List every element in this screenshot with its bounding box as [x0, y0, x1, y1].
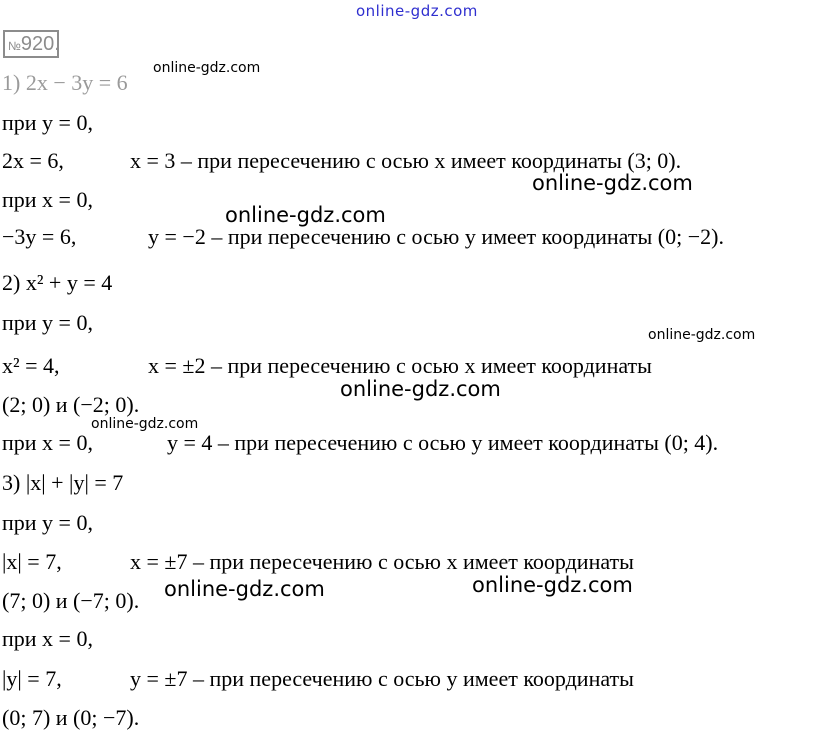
eq1-solve-x: 2x = 6,: [2, 148, 64, 173]
task-number-badge: [3, 30, 59, 58]
eq3-y-intercept-points: (0; 7) и (0; −7).: [2, 705, 140, 730]
eq1-case-y0: при y = 0,: [2, 110, 93, 135]
eq2-x-intercept: x = ±2 – при пересечению с осью x имеет координаты: [148, 353, 652, 378]
eq2-solve-x: x² = 4,: [2, 353, 60, 378]
watermark-big-5: online-gdz.com: [164, 577, 325, 601]
equation-3-title: 3) |x| + |y| = 7: [2, 470, 124, 495]
eq1-solve-y: −3y = 6,: [2, 224, 77, 249]
watermark-small-1: online-gdz.com: [153, 60, 261, 76]
eq3-solve-x: |x| = 7,: [2, 549, 62, 574]
watermark-big-2: online-gdz.com: [225, 203, 386, 227]
eq3-solve-y: |y| = 7,: [2, 666, 62, 691]
eq2-case-y0: при y = 0,: [2, 310, 93, 335]
eq3-case-x0: при x = 0,: [2, 626, 93, 651]
eq1-y-intercept: y = −2 – при пересечению с осью y имеет координаты (0; −2).: [148, 224, 724, 249]
eq2-x-intercept-points: (2; 0) и (−2; 0).: [2, 392, 140, 417]
watermark-small-3: online-gdz.com: [91, 416, 199, 432]
watermark-big-4: online-gdz.com: [472, 573, 633, 597]
eq3-y-intercept: y = ±7 – при пересечению с осью y имеет координаты: [130, 666, 634, 691]
watermark-small-2: online-gdz.com: [648, 327, 756, 343]
equation-1-title: 1) 2x − 3y = 6: [2, 70, 128, 95]
eq1-x-intercept: x = 3 – при пересечению с осью x имеет координаты (3; 0).: [130, 148, 682, 173]
eq3-case-y0: при y = 0,: [2, 510, 93, 535]
number-sign: №: [8, 39, 21, 53]
watermark-top: online-gdz.com: [356, 2, 478, 20]
eq2-case-x0: при x = 0,: [2, 430, 93, 455]
eq1-case-x0: при x = 0,: [2, 187, 93, 212]
watermark-big-3: online-gdz.com: [340, 377, 501, 401]
watermark-big-1: online-gdz.com: [532, 171, 693, 195]
task-number: 920.: [20, 33, 60, 55]
eq3-x-intercept-points: (7; 0) и (−7; 0).: [2, 588, 140, 613]
eq2-y-intercept: y = 4 – при пересечению с осью y имеет координаты (0; 4).: [167, 430, 719, 455]
equation-2-title: 2) x² + y = 4: [2, 270, 113, 295]
eq3-x-intercept: x = ±7 – при пересечению с осью x имеет координаты: [130, 549, 634, 574]
